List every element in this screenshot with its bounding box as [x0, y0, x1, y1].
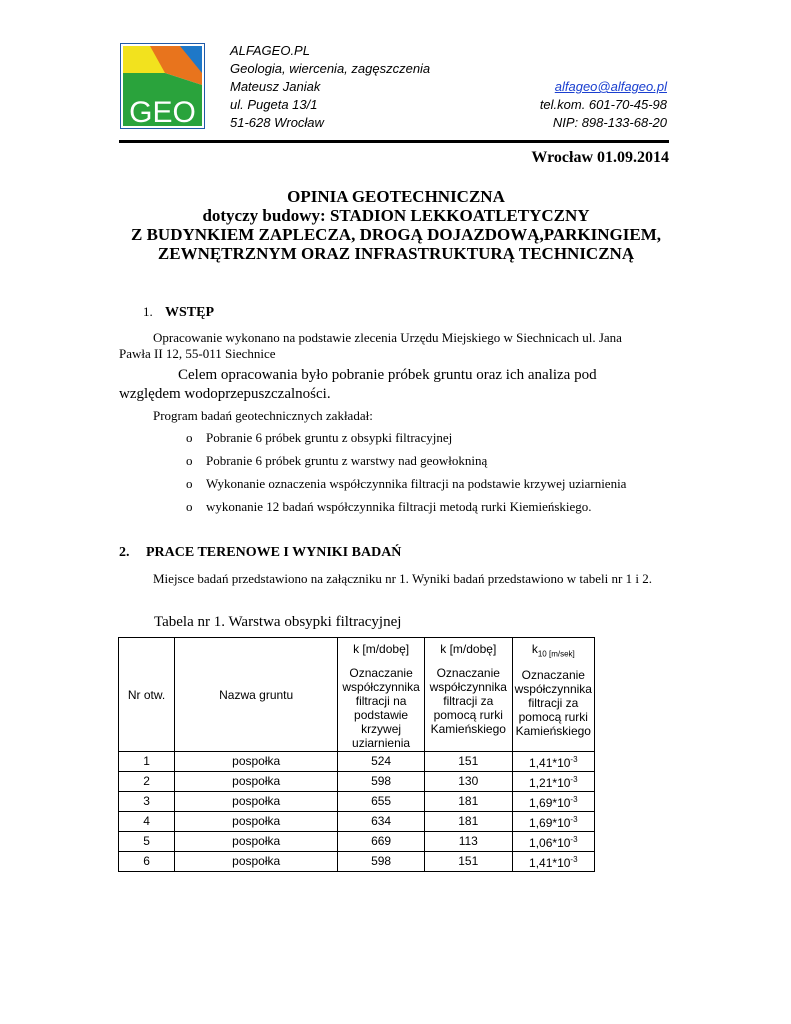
list-item-text: Pobranie 6 próbek gruntu z warstwy nad geowłokniną — [206, 453, 488, 468]
cell-k2: 151 — [424, 852, 512, 872]
cell-nr: 6 — [119, 852, 175, 872]
list-item — [186, 499, 592, 515]
company-name: ALFAGEO.PL — [230, 43, 310, 58]
company-street: ul. Pugeta 13/1 — [230, 97, 318, 112]
table-row — [119, 772, 595, 792]
table-caption: Tabela nr 1. Warstwa obsypki filtracyjnej — [154, 614, 402, 630]
cell-k10 — [512, 812, 594, 832]
header-k10-k: k — [531, 642, 538, 656]
cell-k10 — [512, 792, 594, 812]
company-logo — [120, 43, 205, 129]
cell-nr: 5 — [119, 832, 175, 852]
cell-k1: 634 — [338, 812, 425, 832]
company-person: Mateusz Janiak — [230, 79, 321, 94]
results-table — [118, 637, 595, 872]
company-tagline: Geologia, wiercenia, zagęszczenia — [230, 61, 431, 76]
company-city: 51-628 Wrocław — [230, 115, 324, 130]
cell-nr: 2 — [119, 772, 175, 792]
cell-nr: 1 — [119, 752, 175, 772]
header-k10-unit — [515, 642, 592, 658]
bullet-icon: o — [186, 499, 193, 514]
list-item-text: wykonanie 12 badań współczynnika filtracji metodą rurki Kiemieńskiego. — [206, 499, 592, 514]
company-nip: NIP: 898-133-68-20 — [552, 115, 667, 130]
cell-k10-value: 1,06*10 — [529, 836, 571, 850]
list-item — [186, 430, 452, 446]
document-date: Wrocław 01.09.2014 — [531, 149, 669, 166]
cell-k2: 181 — [424, 812, 512, 832]
title-line-2: dotyczy budowy: STADION LEKKOATLETYCZNY — [202, 206, 590, 225]
geo-logo-graphic — [120, 43, 205, 129]
cell-k1: 598 — [338, 772, 425, 792]
section-2-title: PRACE TERENOWE I WYNIKI BADAŃ — [146, 545, 402, 560]
cell-k10-value: 1,69*10 — [529, 816, 571, 830]
cell-k10 — [512, 832, 594, 852]
company-phone: tel.kom. 601-70-45-98 — [539, 97, 667, 112]
cell-k1: 669 — [338, 832, 425, 852]
header-k-tube — [424, 638, 512, 752]
table-header-row — [119, 638, 595, 752]
list-item-text: Wykonanie oznaczenia współczynnika filtracji na podstawie krzywej uziarnienia — [206, 476, 627, 491]
header-k-tube-unit: k [m/dobę] — [440, 642, 497, 656]
cell-k10-exp: -3 — [570, 795, 578, 804]
bullet-icon: o — [186, 430, 193, 445]
header-k-curve — [338, 638, 425, 752]
section-1-para1-line2: Pawła II 12, 55-011 Siechnice — [119, 346, 276, 361]
cell-k10-exp: -3 — [570, 855, 578, 864]
cell-k10-value: 1,41*10 — [529, 756, 571, 770]
cell-k10-exp: -3 — [570, 775, 578, 784]
section-2-number: 2. — [119, 545, 130, 560]
cell-k10-exp: -3 — [570, 755, 578, 764]
section-1-para2-line1: Celem opracowania było pobranie próbek gruntu oraz ich analiza pod — [178, 367, 597, 383]
table-row — [119, 792, 595, 812]
header-k-tube-desc: Oznaczanie współczynnika filtracji za pomocą rurki Kamieńskiego — [429, 666, 507, 736]
header-k10 — [512, 638, 594, 752]
section-2-para: Miejsce badań przedstawiono na załączniku nr 1. Wyniki badań przedstawiono w tabeli nr 1 i 2. — [153, 571, 652, 586]
section-2-heading — [119, 545, 401, 561]
cell-k10-exp: -3 — [570, 835, 578, 844]
cell-k10 — [512, 772, 594, 792]
section-1-para2-line2: względem wodoprzepuszczalności. — [119, 386, 331, 402]
cell-k1: 524 — [338, 752, 425, 772]
cell-k2: 181 — [424, 792, 512, 812]
cell-k10 — [512, 752, 594, 772]
cell-k2: 113 — [424, 832, 512, 852]
cell-k10-value: 1,69*10 — [529, 796, 571, 810]
table-row — [119, 852, 595, 872]
header-k-curve-desc: Oznaczanie współczynnika filtracji na podstawie krzywej uziarnienia — [342, 666, 420, 750]
title-line-3: Z BUDYNKIEM ZAPLECZA, DROGĄ DOJAZDOWĄ,PARKINGIEM, — [130, 225, 661, 244]
cell-k1: 598 — [338, 852, 425, 872]
cell-k10-value: 1,21*10 — [529, 776, 571, 790]
logo-text: GEO — [129, 96, 196, 129]
bullet-icon: o — [186, 476, 193, 491]
cell-name: pospołka — [175, 852, 338, 872]
cell-k10-exp: -3 — [570, 815, 578, 824]
header-k-curve-unit: k [m/dobę] — [353, 642, 410, 656]
list-item — [186, 476, 626, 492]
header-nr: Nr otw. — [119, 638, 175, 752]
section-1-number: 1. — [143, 304, 153, 319]
header-divider — [119, 140, 669, 143]
email-link[interactable]: alfageo@alfageo.pl — [554, 79, 667, 94]
cell-k10 — [512, 852, 594, 872]
document-title — [110, 187, 682, 263]
table-row — [119, 752, 595, 772]
list-item — [186, 453, 487, 469]
cell-k2: 151 — [424, 752, 512, 772]
cell-k10-value: 1,41*10 — [529, 856, 571, 870]
section-1-para1-line1: Opracowanie wykonano na podstawie zlecenia Urzędu Miejskiego w Siechnicach ul. Jana — [153, 330, 622, 345]
cell-nr: 3 — [119, 792, 175, 812]
cell-k1: 655 — [338, 792, 425, 812]
cell-name: pospołka — [175, 772, 338, 792]
cell-name: pospołka — [175, 832, 338, 852]
header-k10-sub: 10 [m/sek] — [537, 649, 575, 659]
table-row — [119, 812, 595, 832]
company-info — [230, 42, 430, 132]
table-row — [119, 832, 595, 852]
header-k10-desc: Oznaczanie współczynnika filtracji za pomocą rurki Kamieńskiego — [514, 668, 592, 739]
bullet-icon: o — [186, 453, 193, 468]
section-1-para3: Program badań geotechnicznych zakładał: — [153, 408, 373, 423]
title-line-4: ZEWNĘTRZNYM ORAZ INFRASTRUKTURĄ TECHNICZNĄ — [157, 244, 635, 263]
cell-nr: 4 — [119, 812, 175, 832]
cell-name: pospołka — [175, 752, 338, 772]
header-name: Nazwa gruntu — [175, 638, 338, 752]
section-1-title: WSTĘP — [165, 305, 215, 320]
company-contact — [540, 78, 667, 132]
title-line-1: OPINIA GEOTECHNICZNA — [287, 187, 505, 206]
cell-name: pospołka — [175, 792, 338, 812]
section-1-heading — [143, 304, 214, 321]
list-item-text: Pobranie 6 próbek gruntu z obsypki filtracyjnej — [206, 430, 453, 445]
cell-k2: 130 — [424, 772, 512, 792]
cell-name: pospołka — [175, 812, 338, 832]
